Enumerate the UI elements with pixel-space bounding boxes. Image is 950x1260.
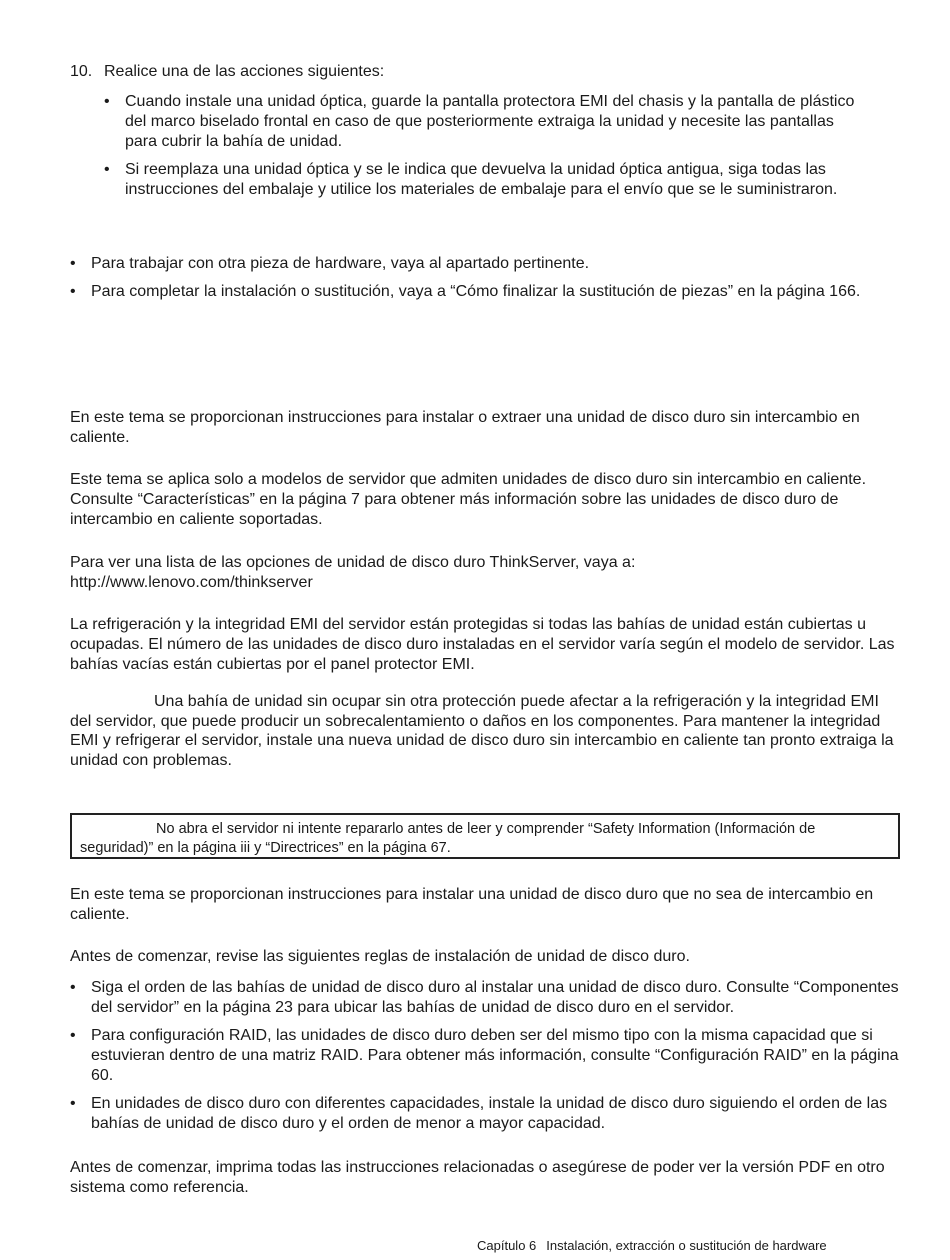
list-item: • Para trabajar con otra pieza de hardware, vaya al apartado pertinente. — [70, 254, 902, 274]
list-item: • Si reemplaza una unidad óptica y se le indica que devuelva la unidad óptica antigua, siga todas las instrucciones del embalaje y utilice los materiales de embalaje para el envío que se le suministraron. — [104, 160, 870, 200]
intro-paragraph: En este tema se proporcionan instrucciones para instalar o extraer una unidad de disco duro sin intercambio en caliente. — [70, 409, 860, 446]
list-item: • En unidades de disco duro con diferentes capacidades, instale la unidad de disco duro siguiendo el orden de las bahías de unidad de disco duro y el orden de menor a mayor capacidad. — [70, 1094, 902, 1134]
attention-paragraph — [70, 692, 902, 770]
list-item: • Para completar la instalación o sustitución, vaya a “Cómo finalizar la sustitución de piezas” en la página 166. — [70, 282, 902, 302]
list-item: • Cuando instale una unidad óptica, guarde la pantalla protectora EMI del chasis y la pantalla de plástico del marco biselado frontal en caso de que posteriormente extraiga la unidad y necesite las pantallas para cubrir la bahía de unidad. — [104, 92, 870, 152]
step-number: 10. — [70, 63, 93, 80]
footer-chapter: Capítulo 6 — [477, 1238, 537, 1253]
print-instructions-paragraph: Antes de comenzar, imprima todas las instrucciones relacionadas o asegúrese de poder ver la versión PDF en otro sistema como referencia. — [70, 1159, 885, 1196]
list-item: • Siga el orden de las bahías de unidad de disco duro al instalar una unidad de disco duro. Consulte “Componentes del servidor” en la página 23 para ubicar las bahías de unidad de disco duro en el servidor. — [70, 978, 902, 1018]
safety-note-box — [70, 813, 900, 859]
installation-rules-list — [70, 978, 902, 1142]
step-bullet-list — [104, 92, 870, 208]
attention-text: Una bahía de unidad sin ocupar sin otra protección puede afectar a la refrigeración y la integridad EMI del servidor, que puede producir un sobrecalentamiento o daños en los componentes. Para mantener la integridad EMI y refrigerar el servidor, instale una nueva unidad de disco duro sin intercambio en caliente tan pronto extraiga la unidad con problemas. — [70, 693, 894, 769]
thinkserver-link[interactable]: http://www.lenovo.com/thinkserver — [70, 574, 313, 591]
page-footer — [477, 1238, 827, 1254]
list-item: • Para configuración RAID, las unidades de disco duro deben ser del mismo tipo con la misma capacidad que si estuvieran dentro de una matriz RAID. Para obtener más información, consulte “Configuración RAID” en la página 60. — [70, 1026, 902, 1086]
rules-intro-paragraph: Antes de comenzar, revise las siguientes reglas de instalación de unidad de disco duro. — [70, 948, 690, 965]
step-text: Realice una de las acciones siguientes: — [104, 63, 385, 80]
safety-note-text: No abra el servidor ni intente repararlo antes de leer y comprender “Safety Information (Información de seguridad)” en la página iii y “Directrices” en la página 67. — [80, 821, 816, 856]
emi-paragraph: La refrigeración y la integridad EMI del servidor están protegidas si todas las bahías de unidad están cubiertas u ocupadas. El número de las unidades de disco duro instaladas en el servidor varía según el modelo de servidor. Las bahías vacías están cubiertas por el panel protector EMI. — [70, 616, 895, 673]
install-intro-paragraph: En este tema se proporcionan instrucciones para instalar una unidad de disco duro que no sea de intercambio en caliente. — [70, 886, 874, 923]
options-paragraph — [70, 553, 902, 593]
scope-paragraph: Este tema se aplica solo a modelos de servidor que admiten unidades de disco duro sin intercambio en caliente. Consulte “Características” en la página 7 para obtener más información sobre las unidades de disco duro de intercambio en caliente soportadas. — [70, 471, 867, 528]
options-text: Para ver una lista de las opciones de unidad de disco duro ThinkServer, vaya a: — [70, 554, 636, 571]
next-steps-list — [70, 254, 902, 310]
footer-title: Instalación, extracción o sustitución de hardware — [546, 1238, 827, 1253]
